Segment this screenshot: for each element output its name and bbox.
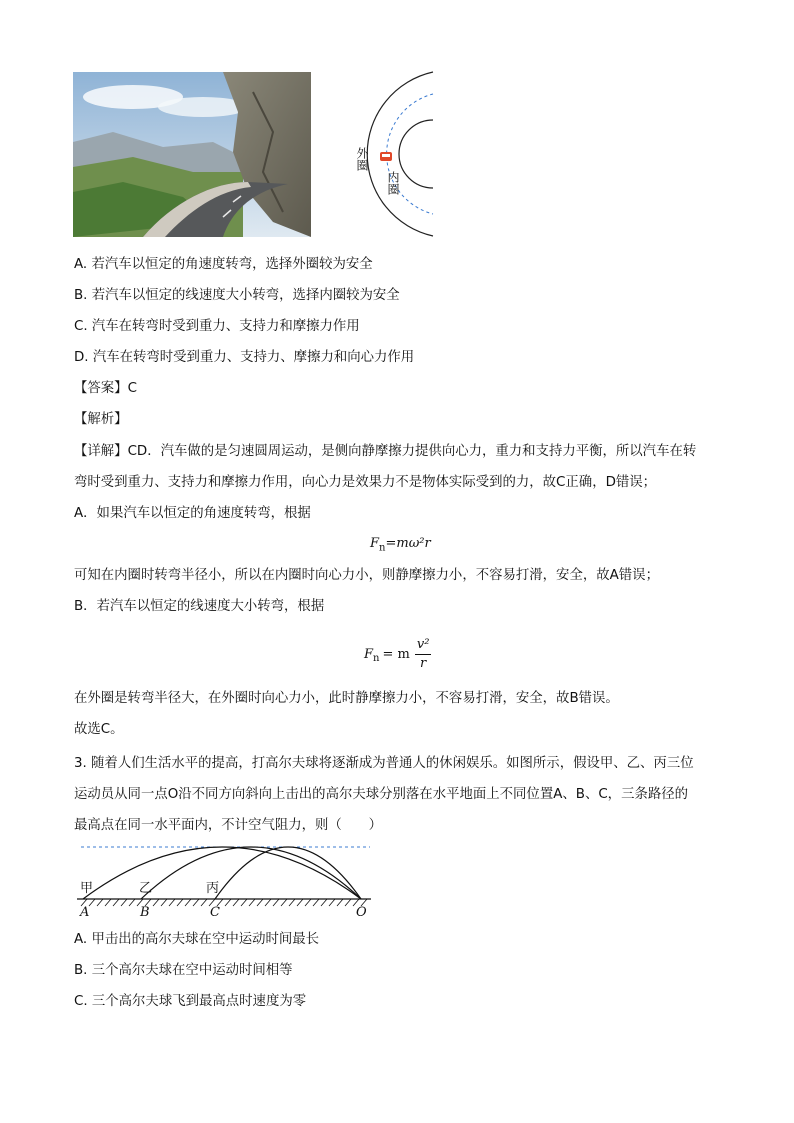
after-f1-line-1: 可知在内圈时转弯半径小，所以在内圈时向心力小，则静摩擦力小，不容易打滑，安全，故A错误； <box>74 568 659 583</box>
label-jia: 甲 <box>80 881 94 896</box>
label-c: C <box>210 905 220 920</box>
q3-line-1: 3. 随着人们生活水平的提高，打高尔夫球将逐渐成为普通人的休闲娱乐。如图所示，假设甲、乙、丙三位 <box>74 756 694 771</box>
formula2-sub: n <box>373 653 380 664</box>
formula-centripetal-angular <box>370 536 431 554</box>
formula1-sub: n <box>379 542 386 554</box>
detail-line-3: A．如果汽车以恒定的角速度转弯，根据 <box>74 506 311 521</box>
inner-circle-label: 内圈 <box>386 171 400 195</box>
label-yi: 乙 <box>139 881 153 896</box>
q2-option-b: B. 若汽车以恒定的线速度大小转弯，选择内圈较为安全 <box>74 288 400 303</box>
q2-option-d: D. 汽车在转弯时受到重力、支持力、摩擦力和向心力作用 <box>74 350 415 365</box>
detail-line-1 <box>74 442 696 462</box>
q3-line-2: 运动员从同一点O沿不同方向斜向上击出的高尔夫球分别落在水平地面上不同位置A、B、C，三条路径的 <box>74 787 689 802</box>
after-f1-line-2: B．若汽车以恒定的线速度大小转弯，根据 <box>74 599 325 614</box>
q2-option-c: C. 汽车在转弯时受到重力、支持力和摩擦力作用 <box>74 319 360 334</box>
golf-trajectory-figure <box>75 842 375 924</box>
formula2-denominator: r <box>420 655 427 671</box>
after-f2-line-2: 故选C。 <box>74 722 124 737</box>
label-bing: 丙 <box>206 881 220 896</box>
answer-line <box>74 379 137 399</box>
detail-label: 【详解】 <box>74 444 128 459</box>
detail-line-2: 弯时受到重力、支持力和摩擦力作用，向心力是效果力不是物体实际受到的力，故C正确，D错误； <box>74 475 657 490</box>
analysis-label: 【解析】 <box>74 412 128 427</box>
label-o: O <box>356 905 367 920</box>
formula-centripetal-linear <box>364 632 431 676</box>
answer-label: 【答案】 <box>74 381 128 396</box>
detail-text-1: CD．汽车做的是匀速圆周运动，是侧向静摩擦力提供向心力，重力和支持力平衡，所以汽车在转 <box>127 444 697 459</box>
q3-line-3: 最高点在同一水平面内，不计空气阻力，则（ ） <box>74 818 382 833</box>
formula2-numerator: v² <box>415 636 432 655</box>
formula2-eq: = m <box>382 646 410 662</box>
q3-option-a: A. 甲击出的高尔夫球在空中运动时间最长 <box>74 932 320 947</box>
after-f2-line-1: 在外圈是转弯半径大，在外圈时向心力小，此时静摩擦力小，不容易打滑，安全，故B错误。 <box>74 691 619 706</box>
q3-option-c: C. 三个高尔夫球飞到最高点时速度为零 <box>74 994 307 1009</box>
mountain-road-photo <box>73 72 311 237</box>
formula2-fraction <box>415 636 432 673</box>
answer-value: C <box>127 381 137 396</box>
outer-circle-label: 外圈 <box>355 147 369 171</box>
q2-option-a: A. 若汽车以恒定的角速度转弯，选择外圈较为安全 <box>74 257 373 272</box>
q3-option-b: B. 三个高尔夫球在空中运动时间相等 <box>74 963 293 978</box>
label-b: B <box>140 905 150 920</box>
formula2-lhs: F <box>364 646 374 662</box>
formula1-lhs: F <box>370 536 380 551</box>
formula1-rhs: =mω²r <box>385 536 431 551</box>
label-a: A <box>80 905 90 920</box>
